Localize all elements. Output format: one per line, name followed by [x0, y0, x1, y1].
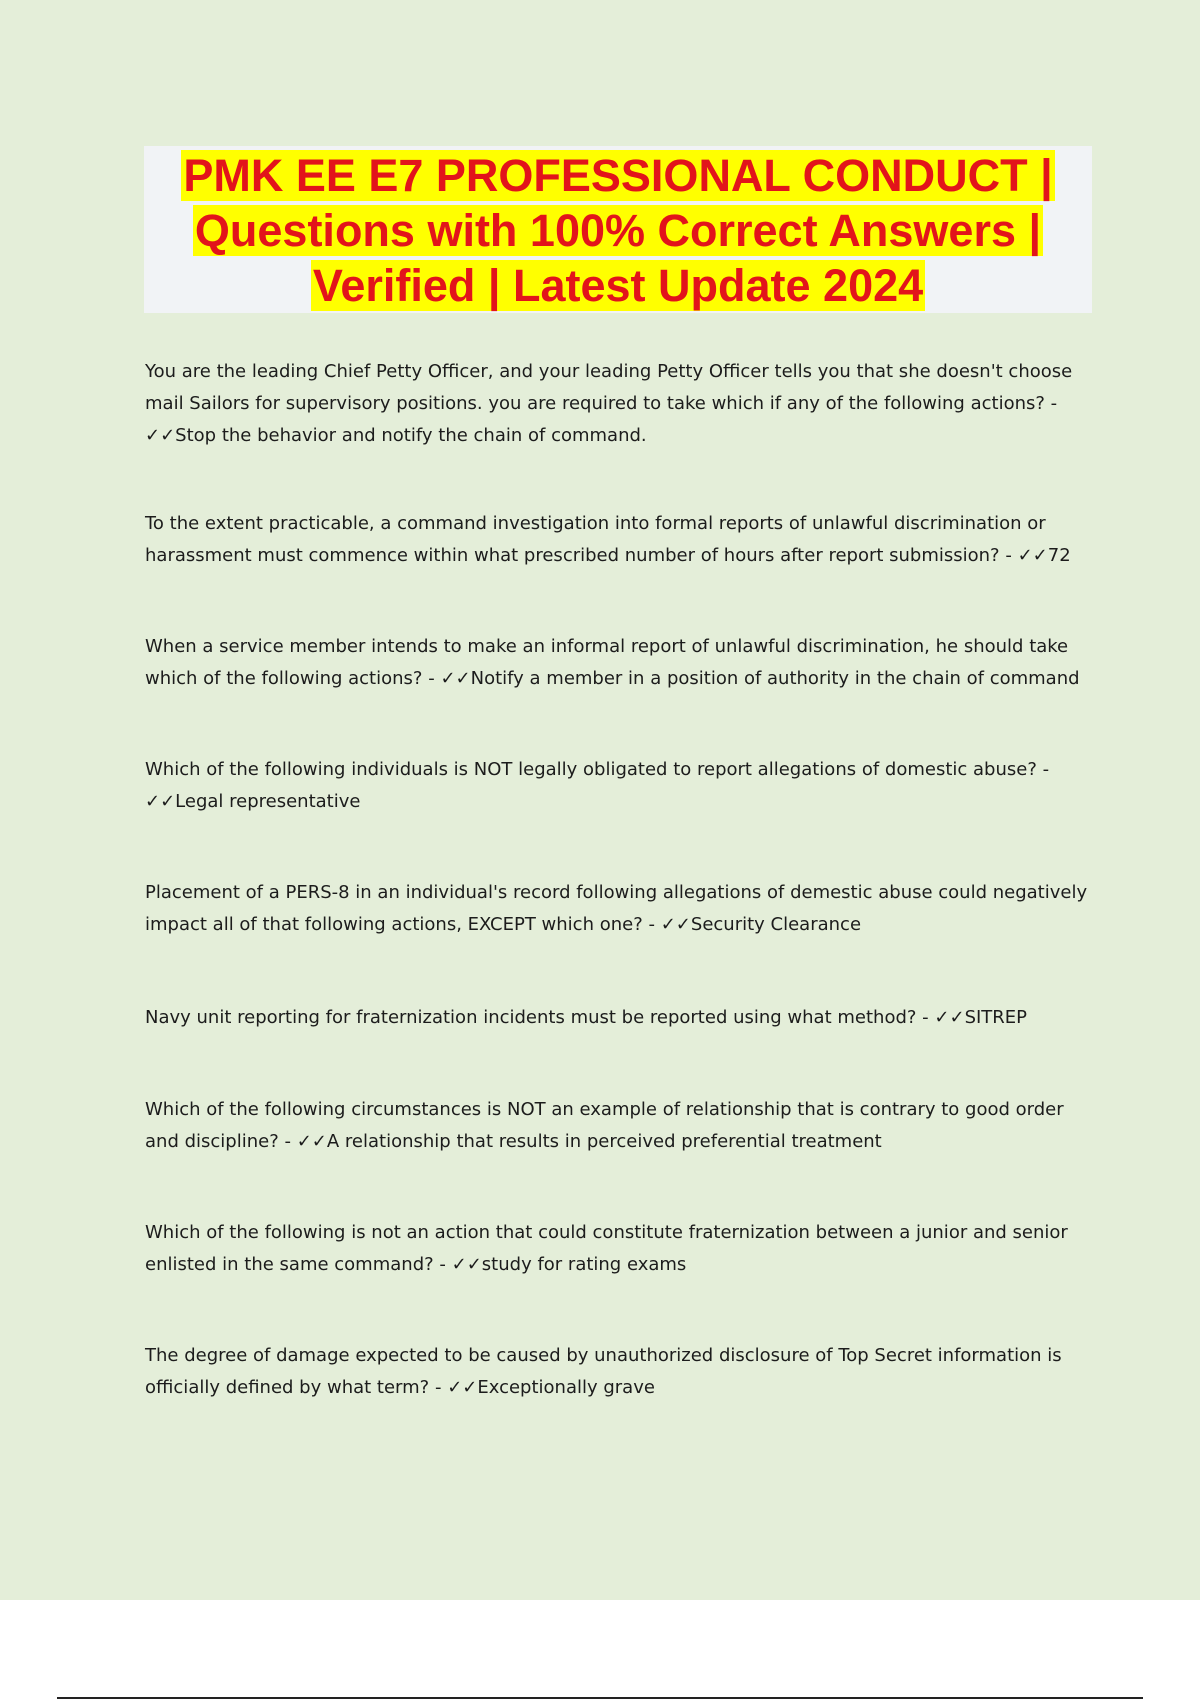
- check-icon: ✓✓: [145, 791, 176, 812]
- check-icon: ✓✓: [451, 1254, 482, 1275]
- check-icon: ✓✓: [296, 1131, 327, 1152]
- question-text: To the extent practicable, a command investigation into formal reports of unlawful discrimination or harassment must commence within what prescribed number of hours after report submission?: [145, 513, 1046, 566]
- answer-text: Exceptionally grave: [477, 1377, 655, 1398]
- question-text: The degree of damage expected to be caused by unauthorized disclosure of Top Secret information is officially defined by what term?: [145, 1345, 1062, 1398]
- qa-item-7: [145, 1094, 1095, 1158]
- question-text: Which of the following circumstances is NOT an example of relationship that is contrary to good order and discipline?: [145, 1099, 1064, 1152]
- separator: -: [278, 1131, 297, 1152]
- check-icon: ✓✓: [145, 425, 176, 446]
- document-title: PMK EE E7 PROFESSIONAL CONDUCT | Questions with 100% Correct Answers | Verified | Latest Update 2024: [183, 150, 1053, 311]
- answer-text: 72: [1047, 545, 1071, 566]
- check-icon: ✓✓: [1017, 545, 1048, 566]
- qa-item-6: [145, 1002, 1095, 1034]
- check-icon: ✓✓: [447, 1377, 478, 1398]
- question-text: Which of the following individuals is NOT legally obligated to report allegations of domestic abuse?: [145, 759, 1037, 780]
- check-icon: ✓✓: [440, 668, 471, 689]
- separator: -: [1036, 759, 1050, 780]
- separator: -: [433, 1254, 452, 1275]
- qa-item-8: [145, 1217, 1095, 1281]
- answer-text: Stop the behavior and notify the chain of command.: [175, 425, 647, 446]
- answer-text: A relationship that results in perceived preferential treatment: [326, 1131, 882, 1152]
- separator: -: [916, 1007, 935, 1028]
- check-icon: ✓✓: [660, 914, 691, 935]
- title-banner: [144, 146, 1092, 313]
- separator: -: [1044, 393, 1058, 414]
- question-text: When a service member intends to make an informal report of unlawful discrimination, he should take which of the following actions?: [145, 636, 1069, 689]
- footer-divider: [57, 1697, 1143, 1699]
- question-text: Navy unit reporting for fraternization incidents must be reported using what method?: [145, 1007, 917, 1028]
- check-icon: ✓✓: [934, 1007, 965, 1028]
- answer-text: study for rating exams: [481, 1254, 687, 1275]
- separator: -: [422, 668, 441, 689]
- qa-item-9: [145, 1340, 1095, 1404]
- answer-text: Notify a member in a position of authority in the chain of command: [470, 668, 1080, 689]
- qa-item-4: [145, 754, 1095, 818]
- answer-text: Legal representative: [175, 791, 361, 812]
- qa-item-5: [145, 877, 1095, 941]
- qa-item-3: [145, 631, 1095, 695]
- question-text: Placement of a PERS-8 in an individual's record following allegations of demestic abuse could negatively impact all of that following actions, EXCEPT which one?: [145, 882, 1088, 935]
- qa-item-2: [145, 508, 1095, 572]
- qa-item-1: [145, 356, 1095, 452]
- question-text: Which of the following is not an action that could constitute fraternization between a junior and senior enlisted in the same command?: [145, 1222, 1068, 1275]
- answer-text: Security Clearance: [690, 914, 862, 935]
- separator: -: [429, 1377, 448, 1398]
- separator: -: [642, 914, 661, 935]
- separator: -: [999, 545, 1018, 566]
- question-text: You are the leading Chief Petty Officer, and your leading Petty Officer tells you that she doesn't choose mail Sailors for supervisory positions. you are required to take which if any of the following actions?: [145, 361, 1073, 414]
- answer-text: SITREP: [964, 1007, 1028, 1028]
